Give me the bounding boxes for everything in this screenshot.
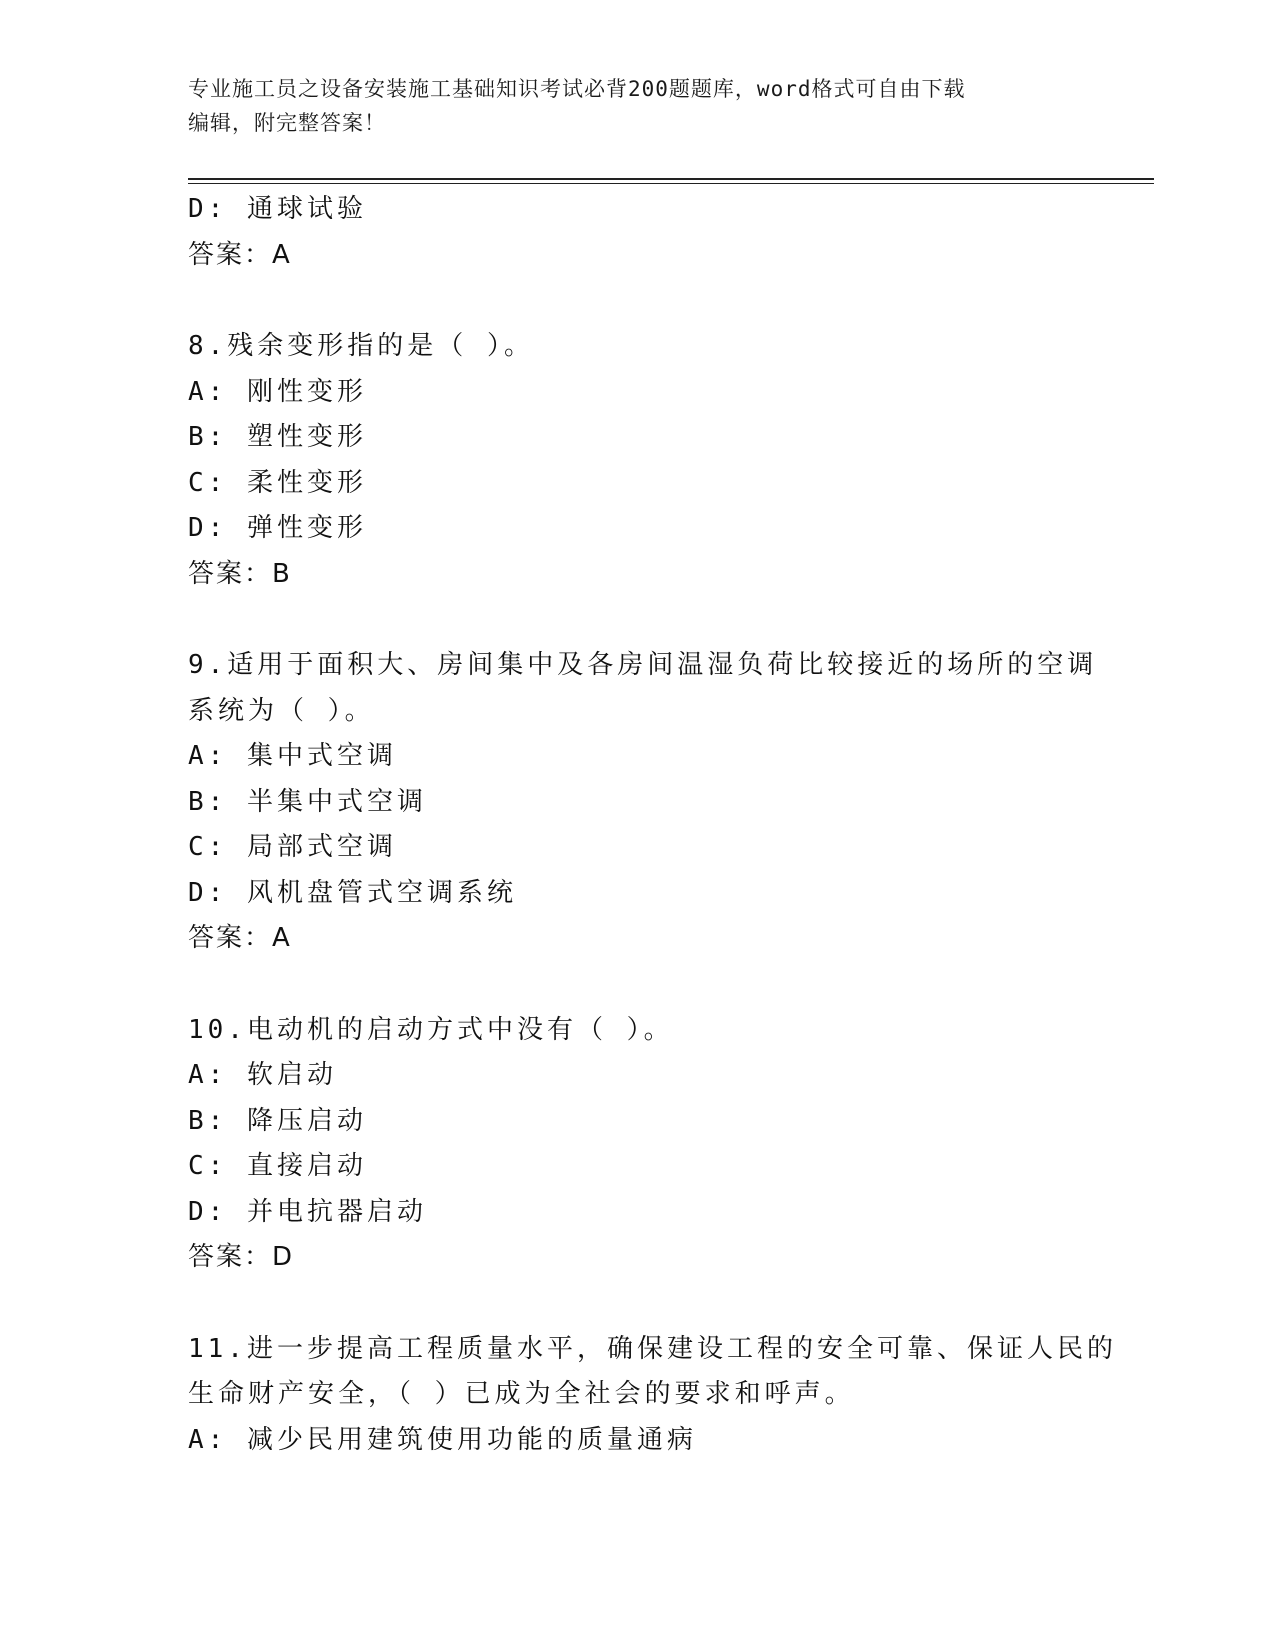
question-stem-line-1: 11.进一步提高工程质量水平，确保建设工程的安全可靠、保证人民的	[188, 1333, 1117, 1364]
spacer	[188, 962, 1088, 1008]
question-7-tail	[188, 187, 1088, 278]
question-stem: 8.残余变形指的是（ ）。	[188, 331, 534, 361]
question-11	[188, 1327, 1117, 1464]
question-stem-line-2: 生命财产安全，（ ）已成为全社会的要求和呼声。	[188, 1379, 855, 1409]
option-c: C: 直接启动	[188, 1151, 367, 1181]
spacer	[188, 278, 1088, 324]
header-title-line-2: 编辑，附完整答案！	[188, 111, 386, 135]
document-header	[188, 72, 1088, 140]
option-d: D: 并电抗器启动	[188, 1196, 427, 1227]
spacer	[188, 1281, 1088, 1327]
option-c: C: 柔性变形	[188, 467, 367, 498]
option-d: D: 通球试验	[188, 194, 367, 224]
option-b: B: 半集中式空调	[188, 786, 427, 817]
option-a: A: 刚性变形	[188, 376, 367, 407]
option-a: A: 软启动	[188, 1060, 337, 1090]
question-9	[188, 643, 1098, 962]
option-d: D: 风机盘管式空调系统	[188, 877, 517, 908]
answer-line: 答案：A	[188, 239, 292, 270]
question-8	[188, 324, 1088, 597]
question-10	[188, 1008, 1088, 1281]
question-stem: 10.电动机的启动方式中没有（ ）。	[188, 1014, 674, 1045]
question-stem-line-2: 系统为（ ）。	[188, 695, 375, 726]
option-c: C: 局部式空调	[188, 832, 397, 862]
question-list	[188, 187, 1117, 1463]
question-stem-line-1: 9.适用于面积大、房间集中及各房间温湿负荷比较接近的场所的空调	[188, 650, 1098, 680]
header-divider-thick	[188, 178, 1154, 180]
answer-line: 答案：A	[188, 923, 292, 953]
header-divider-thin	[188, 183, 1154, 184]
answer-line: 答案：D	[188, 1242, 295, 1272]
option-a: A: 集中式空调	[188, 741, 397, 771]
spacer	[188, 597, 1088, 643]
option-d: D: 弹性变形	[188, 513, 367, 543]
answer-line: 答案：B	[188, 558, 292, 589]
header-title-line-1: 专业施工员之设备安装施工基础知识考试必背200题题库，word格式可自由下载	[188, 77, 966, 101]
option-a: A: 减少民用建筑使用功能的质量通病	[188, 1424, 697, 1455]
option-b: B: 塑性变形	[188, 422, 367, 452]
option-b: B: 降压启动	[188, 1105, 367, 1136]
